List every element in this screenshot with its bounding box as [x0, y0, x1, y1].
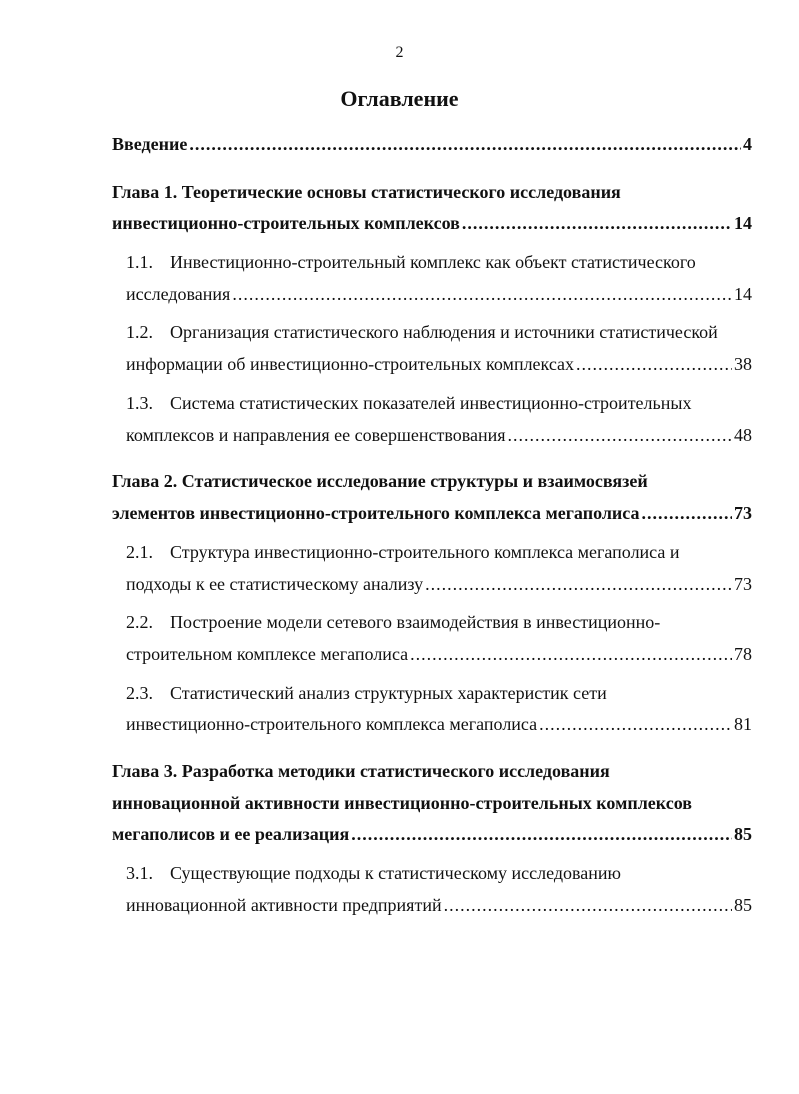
section-title: Построение модели сетевого взаимодействия в инвестиционно-: [170, 612, 661, 632]
toc-chapter-1-line2[interactable]: [112, 211, 752, 235]
chapter-title: Глава 3. Разработка методики статистического исследования: [112, 761, 610, 781]
toc-section-1-3-line2[interactable]: [126, 423, 752, 447]
section-title-cont: информации об инвестиционно-строительных комплексах: [126, 354, 575, 374]
dot-leader: [642, 501, 732, 525]
page-ref: 78: [734, 644, 752, 664]
chapter-title: Глава 1. Теоретические основы статистического исследования: [112, 182, 621, 202]
section-title-cont: подходы к ее статистическому анализу: [126, 574, 424, 594]
section-title: Статистический анализ структурных характеристик сети: [170, 683, 607, 703]
page-number: 2: [395, 44, 404, 61]
chapter-title: Глава 2. Статистическое исследование структуры и взаимосвязей: [112, 471, 648, 491]
section-title: Организация статистического наблюдения и источники статистической: [170, 322, 718, 342]
dot-leader: [425, 572, 732, 596]
dot-leader: [444, 893, 732, 917]
toc-section-3-1-line2[interactable]: [126, 893, 752, 917]
toc-section-2-2-line1[interactable]: [126, 610, 752, 634]
page-ref: 81: [734, 714, 752, 734]
section-title: Система статистических показателей инвестиционно-строительных: [170, 393, 692, 413]
section-number: 1.2.: [126, 322, 153, 342]
page-ref: 85: [734, 824, 752, 844]
section-title-cont: строительном комплексе мегаполиса: [126, 644, 409, 664]
page-ref: 4: [743, 134, 752, 154]
section-number: 2.1.: [126, 542, 153, 562]
section-title-cont: комплексов и направления ее совершенствования: [126, 425, 506, 445]
section-title-cont: инвестиционно-строительного комплекса мегаполиса: [126, 714, 538, 734]
dot-leader: [462, 211, 732, 235]
toc-title: Оглавление: [340, 86, 459, 111]
toc-chapter-3-line3[interactable]: [112, 822, 752, 846]
toc-entry-intro[interactable]: [112, 132, 752, 156]
toc-chapter-3-line2[interactable]: [112, 791, 752, 815]
dot-leader: [232, 282, 732, 306]
page-ref: 14: [734, 284, 752, 304]
chapter-title-cont: элементов инвестиционно-строительного комплекса мегаполиса: [112, 503, 640, 523]
toc-section-1-1-line2[interactable]: [126, 282, 752, 306]
dot-leader: [189, 132, 741, 156]
section-number: 2.3.: [126, 683, 153, 703]
toc-section-2-1-line1[interactable]: [126, 540, 752, 564]
toc-section-1-2-line1[interactable]: [126, 320, 752, 344]
toc-section-2-2-line2[interactable]: [126, 642, 752, 666]
toc-section-1-3-line1[interactable]: [126, 391, 752, 415]
dot-leader: [410, 642, 732, 666]
dot-leader: [508, 423, 732, 447]
toc-chapter-2-line2[interactable]: [112, 501, 752, 525]
chapter-title-cont: инновационной активности инвестиционно-строительных комплексов: [112, 793, 692, 813]
entry-title: Введение: [112, 134, 188, 154]
section-title: Инвестиционно-строительный комплекс как объект статистического: [170, 252, 696, 272]
page-ref: 14: [734, 213, 752, 233]
page-ref: 85: [734, 895, 752, 915]
toc-section-3-1-line1[interactable]: [126, 861, 752, 885]
toc-chapter-2-line1[interactable]: [112, 469, 752, 493]
toc-section-1-1-line1[interactable]: [126, 250, 752, 274]
dot-leader: [539, 712, 732, 736]
section-title: Существующие подходы к статистическому исследованию: [170, 863, 622, 883]
dot-leader: [351, 822, 732, 846]
page-ref: 73: [734, 503, 752, 523]
toc-section-2-3-line1[interactable]: [126, 681, 752, 705]
page-ref: 48: [734, 425, 752, 445]
toc-chapter-1-line1[interactable]: [112, 180, 752, 204]
toc-chapter-3-line1[interactable]: [112, 759, 752, 783]
page-ref: 38: [734, 354, 752, 374]
toc-section-2-3-line2[interactable]: [126, 712, 752, 736]
page-ref: 73: [734, 574, 752, 594]
chapter-title-cont: инвестиционно-строительных комплексов: [112, 213, 460, 233]
section-number: 3.1.: [126, 863, 153, 883]
section-title: Структура инвестиционно-строительного комплекса мегаполиса и: [170, 542, 680, 562]
section-title-cont: инновационной активности предприятий: [126, 895, 442, 915]
section-title-cont: исследования: [126, 284, 231, 304]
section-number: 1.1.: [126, 252, 153, 272]
toc-section-1-2-line2[interactable]: [126, 352, 752, 376]
dot-leader: [576, 352, 732, 376]
toc-section-2-1-line2[interactable]: [126, 572, 752, 596]
section-number: 2.2.: [126, 612, 153, 632]
section-number: 1.3.: [126, 393, 153, 413]
chapter-title-cont: мегаполисов и ее реализация: [112, 824, 350, 844]
